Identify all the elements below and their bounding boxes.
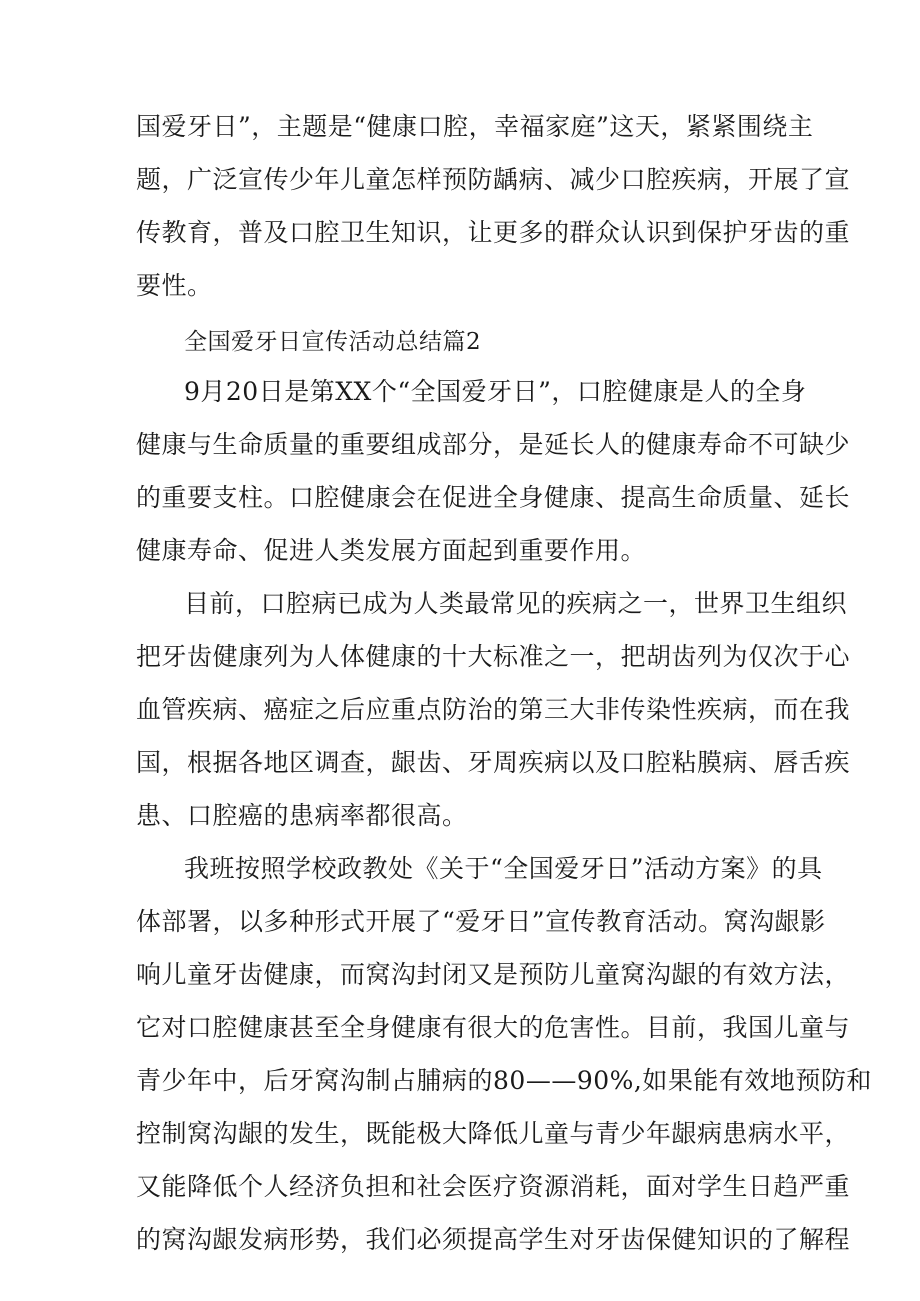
paragraph-line: 控制窝沟龈的发生，既能极大降低儿童与青少年龈病患病水平， <box>136 1119 851 1148</box>
paragraph-line: 患、口腔癌的患病率都很高。 <box>136 801 468 830</box>
paragraph-line: 把牙齿健康列为人体健康的十大标准之一，把胡齿列为仅次于心 <box>136 642 851 671</box>
paragraph-line: 青少年中，后牙窝沟制占脯病的80——90%,如果能有效地预防和 <box>136 1066 872 1095</box>
paragraph-line: 它对口腔健康甚至全身健康有很大的危害性。目前，我国儿童与 <box>136 1013 851 1042</box>
paragraph-line: 血管疾病、癌症之后应重点防治的第三大非传染性疾病，而在我 <box>136 695 851 724</box>
paragraph-line: 9月20日是第XX个“全国爱牙日”，口腔健康是人的全身 <box>184 377 807 406</box>
paragraph-line: 我班按照学校政教处《关于“全国爱牙日”活动方案》的具 <box>184 854 823 883</box>
paragraph-line: 的重要支柱。口腔健康会在促进全身健康、提高生命质量、延长 <box>136 483 851 512</box>
paragraph-line: 又能降低个人经济负担和社会医疗资源消耗，面对学生日趋严重 <box>136 1172 851 1201</box>
paragraph-line: 国爱牙日”，主题是“健康口腔，幸福家庭”这天，紧紧围绕主 <box>136 112 814 141</box>
paragraph-line: 国，根据各地区调查，龈齿、牙周疾病以及口腔粘膜病、唇舌疾 <box>136 748 851 777</box>
paragraph-line: 健康寿命、促进人类发展方面起到重要作用。 <box>136 536 647 565</box>
paragraph-line: 目前，口腔病已成为人类最常见的疾病之一，世界卫生组织 <box>184 589 848 618</box>
paragraph-line: 要性。 <box>136 271 213 300</box>
paragraph-line: 的窝沟龈发病形势，我们必须提高学生对牙齿保健知识的了解程 <box>136 1225 851 1254</box>
paragraph-line: 体部署，以多种形式开展了“爱牙日”宣传教育活动。窝沟龈影 <box>136 907 826 936</box>
paragraph-line: 健康与生命质量的重要组成部分，是延长人的健康寿命不可缺少 <box>136 430 851 459</box>
paragraph-line: 响儿童牙齿健康，而窝沟封闭又是预防儿童窝沟龈的有效方法， <box>136 960 851 989</box>
section-heading: 全国爱牙日宣传活动总结篇2 <box>184 329 482 355</box>
paragraph-line: 传教育，普及口腔卫生知识，让更多的群众认识到保护牙齿的重 <box>136 218 851 247</box>
paragraph-line: 题，广泛宣传少年儿童怎样预防龋病、减少口腔疾病，开展了宣 <box>136 165 851 194</box>
